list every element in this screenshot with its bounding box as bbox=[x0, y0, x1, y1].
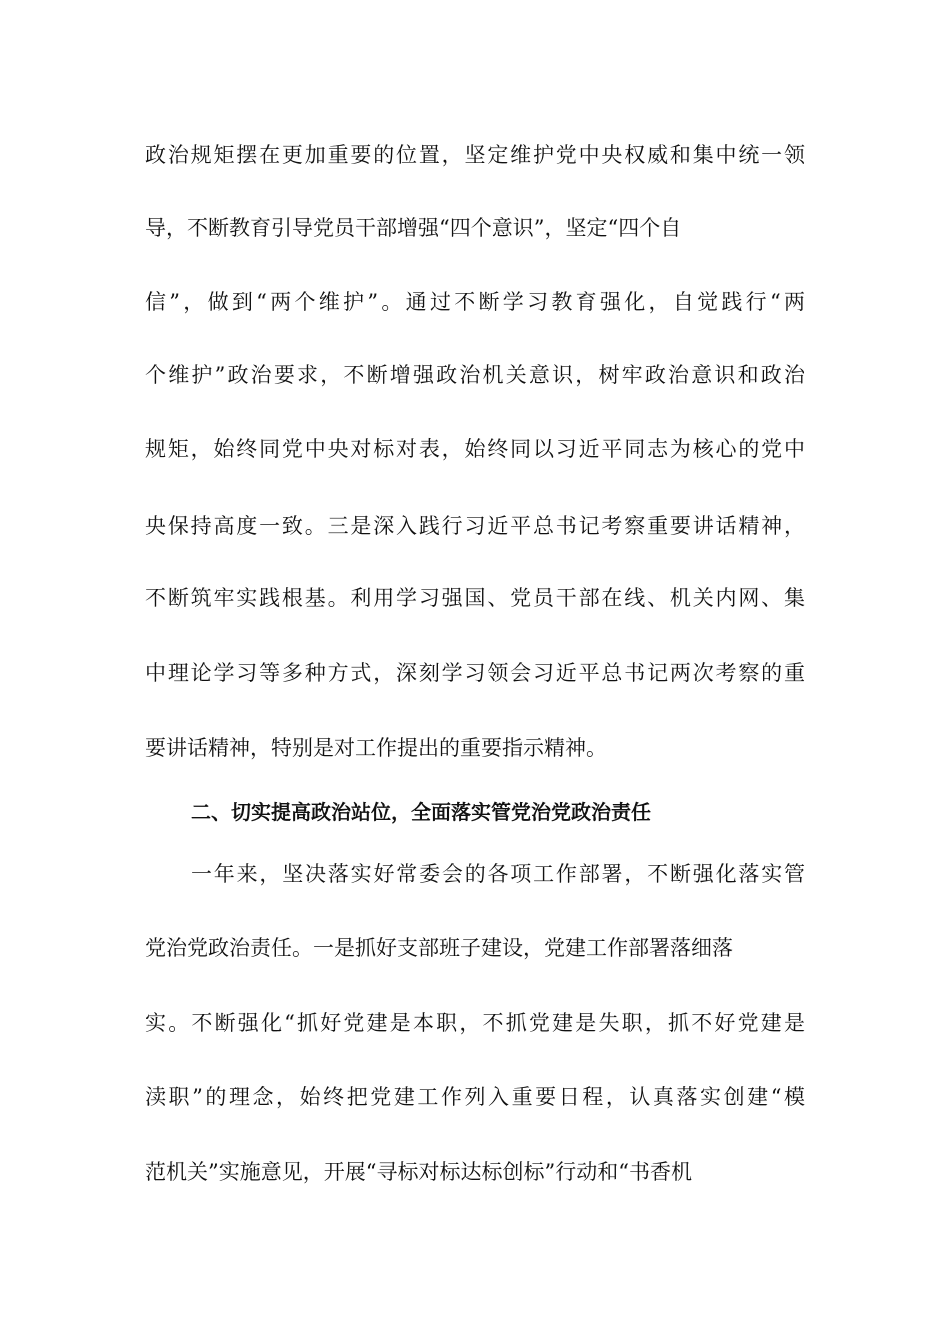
paragraph-line: 不断筑牢实践根基。利用学习强国、党员干部在线、机关内网、集 bbox=[145, 586, 805, 610]
paragraph-line: 个维护”政治要求，不断增强政治机关意识，树牢政治意识和政治 bbox=[145, 363, 805, 387]
paragraph-line: 范机关”实施意见，开展“寻标对标达标创标”行动和“书香机 bbox=[145, 1160, 692, 1184]
paragraph-line: 央保持高度一致。三是深入践行习近平总书记考察重要讲话精神， bbox=[145, 514, 805, 538]
paragraph-line: 政治规矩摆在更加重要的位置，坚定维护党中央权威和集中统一领 bbox=[145, 143, 805, 167]
paragraph-line: 要讲话精神，特别是对工作提出的重要指示精神。 bbox=[145, 736, 607, 760]
paragraph-line: 中理论学习等多种方式，深刻学习领会习近平总书记两次考察的重 bbox=[145, 661, 805, 685]
paragraph-line: 导，不断教育引导党员干部增强“四个意识”，坚定“四个自 bbox=[145, 216, 682, 240]
paragraph-line: 规矩，始终同党中央对标对表，始终同以习近平同志为核心的党中 bbox=[145, 437, 805, 461]
paragraph-line: 党治党政治责任。一是抓好支部班子建设，党建工作部署落细落 bbox=[145, 936, 733, 960]
paragraph-line: 一年来，坚决落实好常委会的各项工作部署，不断强化落实管 bbox=[191, 862, 805, 886]
paragraph-line: 信”，做到“两个维护”。通过不断学习教育强化，自觉践行“两 bbox=[145, 290, 805, 314]
section-heading: 二、切实提高政治站位，全面落实管党治党政治责任 bbox=[191, 800, 651, 824]
paragraph-line: 实。不断强化“抓好党建是本职，不抓党建是失职，抓不好党建是 bbox=[145, 1011, 805, 1035]
paragraph-line: 渎职”的理念，始终把党建工作列入重要日程，认真落实创建“模 bbox=[145, 1085, 805, 1109]
